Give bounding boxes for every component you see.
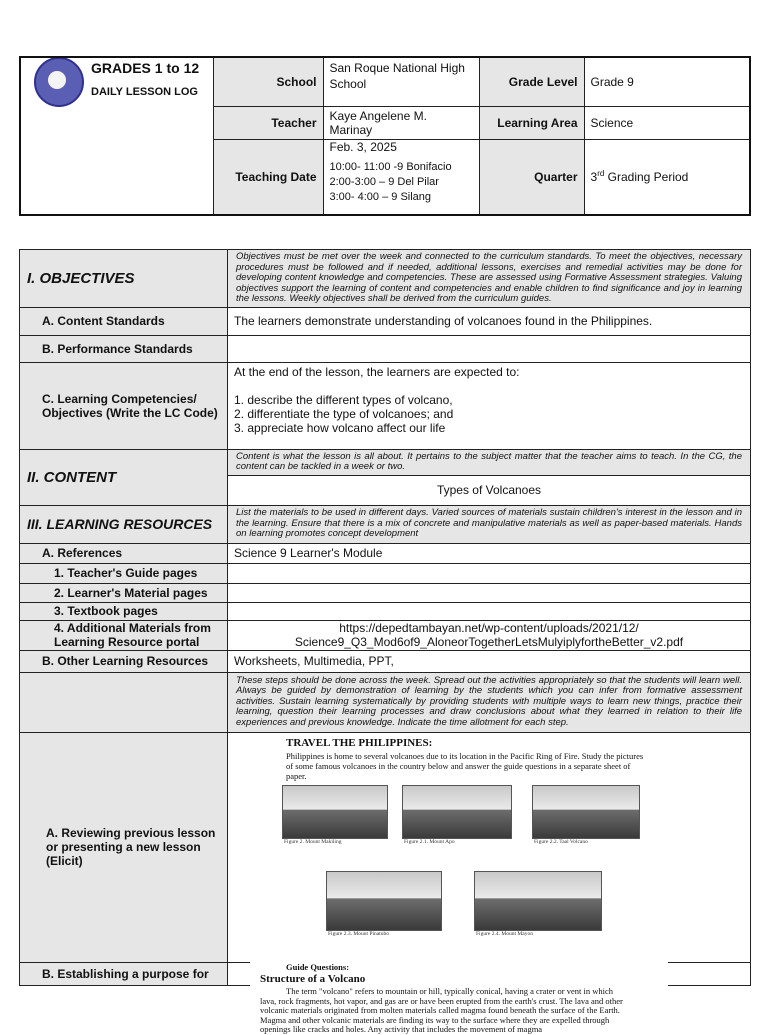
other-resources-label: B. Other Learning Resources <box>20 650 228 672</box>
schedule-item: 3:00- 4:00 – 9 Silang <box>329 190 432 203</box>
performance-standards-label: B. Performance Standards <box>20 335 228 362</box>
objectives-heading: I. OBJECTIVES <box>20 250 228 308</box>
procedure-a-text: A. Reviewing previous lesson or presenting a new lesson (Elicit) <box>46 826 216 868</box>
textbook-label: 3. Textbook pages <box>20 602 228 620</box>
content-standards-value: The learners demonstrate understanding of volcanoes found in the Philippines. <box>228 307 751 335</box>
grade-label: Grade Level <box>479 57 584 106</box>
references-value: Science 9 Learner's Module <box>228 543 751 563</box>
area-value: Science <box>584 106 750 139</box>
performance-standards-value <box>228 335 751 362</box>
procedures-note: These steps should be done across the week. Spread out the activities appropriately so that the students will learn well. Always be guided by demonstration of learning by the students which you can infer from formative assessment activities. Sustain learning systematically by providing students with multiple ways to learn new things, practice their learning, question their learning processes and draw conclusions about what they learned in relation to their life experiences and previous knowledge. Indicate the time allotment for each step. <box>228 672 751 732</box>
references-label: A. References <box>20 543 228 563</box>
learning-competencies-label: C. Learning Competencies/ Objectives (Write the LC Code) <box>20 362 228 449</box>
photo-mount-makiling <box>282 785 388 839</box>
page-title: GRADES 1 to 12 <box>91 60 200 76</box>
page-subtitle: DAILY LESSON LOG <box>91 86 198 98</box>
additional-materials-value <box>228 620 751 650</box>
area-label: Learning Area <box>479 106 584 139</box>
quarter-label: Quarter <box>479 139 584 215</box>
lc-item: 3. appreciate how volcano affect our life <box>234 420 446 435</box>
other-resources-value: Worksheets, Multimedia, PPT, <box>228 650 751 672</box>
module-intro: Philippines is home to several volcanoes due to its location in the Pacific Ring of Fire. Study the pictures of some famous volcanoes in the country below and answer the guide questions in a separate sheet of paper. <box>286 751 644 781</box>
schedule-list <box>330 160 473 205</box>
lc-intro: At the end of the lesson, the learners are expected to: <box>234 364 520 379</box>
photo-mount-apo <box>402 785 512 839</box>
teachers-guide-label: 1. Teacher's Guide pages <box>20 563 228 583</box>
photo-taal-volcano <box>532 785 640 839</box>
photo-mount-pinatubo <box>326 871 442 931</box>
grade-value: Grade 9 <box>584 57 750 106</box>
school-value: San Roque National High School <box>323 57 479 106</box>
quarter-value: 3rd Grading Period <box>584 139 750 215</box>
caption-pinatubo: Figure 2.3. Mount Pinatubo <box>328 931 389 937</box>
resources-heading: III. LEARNING RESOURCES <box>20 505 228 543</box>
module-title: TRAVEL THE PHILIPPINES: <box>286 737 433 749</box>
photo-mount-mayon <box>474 871 602 931</box>
procedure-b-label: B. Establishing a purpose for <box>20 962 228 985</box>
objectives-note: Objectives must be met over the week and connected to the curriculum standards. To meet the objectives, necessary procedures must be followed and if needed, additional lessons, exercises and remedial activities may be done for developing content knowledge and competencies. These are assessed using Formative Assessment strategies. Valuing objectives support the learning of content and competencies and enable children to find significance and joy in learning the lessons. Weekly objectives shall be derived from the curriculum guides. <box>228 250 751 308</box>
caption-makiling: Figure 2. Mount Makiling <box>284 839 342 845</box>
caption-apo: Figure 2.1. Mount Apo <box>404 839 455 845</box>
schedule-item: 2:00-3:00 – 9 Del Pilar <box>329 175 439 188</box>
resource-link-file[interactable]: Science9_Q3_Mod6of9_AloneorTogetherLetsMulyiplyfortheBetter_v2.pdf <box>294 635 684 649</box>
school-label: School <box>213 57 323 106</box>
lc-item: 1. describe the different types of volcano, <box>234 392 453 407</box>
teacher-value: Kaye Angelene M. Marinay <box>323 106 479 139</box>
content-value: Types of Volcanoes <box>228 475 751 505</box>
teacher-label: Teacher <box>213 106 323 139</box>
resources-note: List the materials to be used in different days. Varied sources of materials sustain children's interest in the lesson and in the learning. Ensure that there is a mix of concrete and manipulative materials as well as paper-based materials. Hands on learning promotes concept development <box>228 505 751 543</box>
procedure-a-label <box>20 732 228 962</box>
date-cell <box>323 139 479 215</box>
module-page-image <box>250 733 668 1034</box>
structure-paragraph: The term "volcano" refers to mountain or hill, typically conical, having a crater or vent in which lava, rock fragments, hot vapor, and gas are or have been erupted from the earth's crust. The lava and other volcanic materials originated from molten materials called magma found beneath the surface of the Earth. Magma and other volcanic materials are finding its way to the surface where they are expelled through openings like cracks and holes. Any activity that includes the movement of magma <box>260 986 623 1034</box>
header-title-cell <box>20 57 213 106</box>
lc-item: 2. differentiate the type of volcanoes; and <box>234 406 454 421</box>
content-standards-label: A. Content Standards <box>20 307 228 335</box>
learners-material-label: 2. Learner's Material pages <box>20 583 228 602</box>
content-heading: II. CONTENT <box>20 449 228 505</box>
resource-link[interactable]: https://depedtambayan.net/wp-content/uploads/2021/12/ <box>339 621 639 635</box>
additional-materials-label: 4. Additional Materials from Learning Resource portal <box>20 620 228 650</box>
learning-competencies-cell <box>228 362 751 449</box>
caption-mayon: Figure 2.4. Mount Mayon <box>476 931 533 937</box>
schedule-item: 10:00- 11:00 -9 Bonifacio <box>329 160 452 173</box>
header-table <box>19 56 751 216</box>
guide-questions-heading: Guide Questions: <box>286 962 350 972</box>
content-note: Content is what the lesson is all about. It pertains to the subject matter that the teacher aims to teach. In the CG, the content can be tackled in a week or two. <box>228 449 751 475</box>
date-value: Feb. 3, 2025 <box>329 139 397 154</box>
caption-taal: Figure 2.2. Taal Volcano <box>534 839 588 845</box>
date-label: Teaching Date <box>213 139 323 215</box>
structure-heading: Structure of a Volcano <box>260 973 366 985</box>
